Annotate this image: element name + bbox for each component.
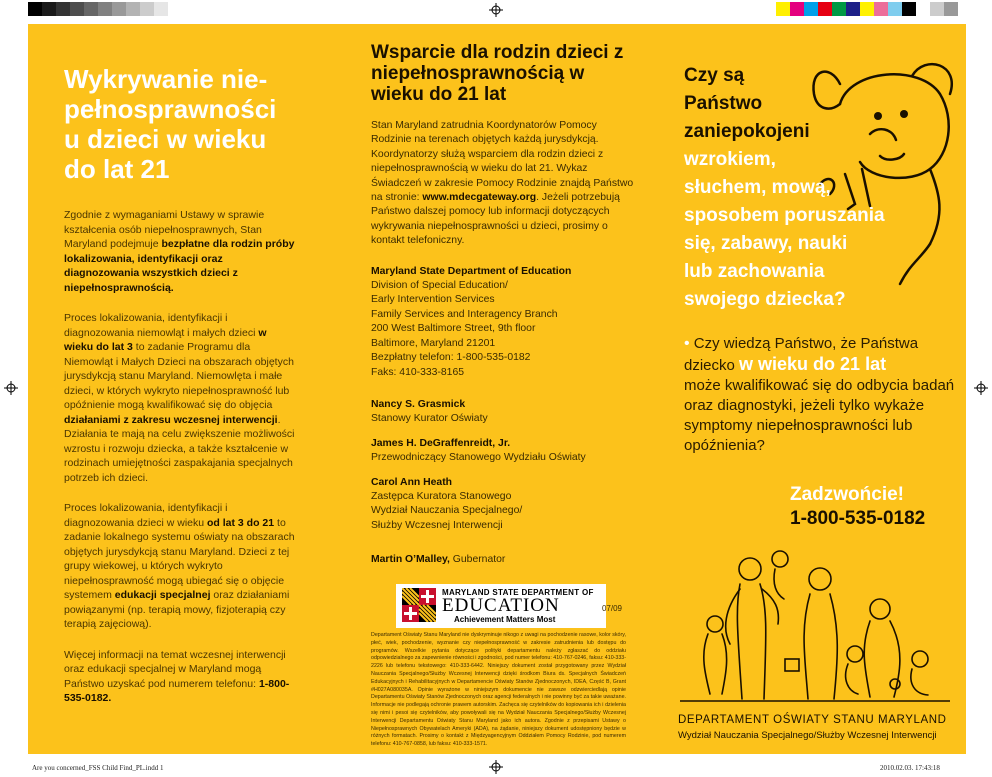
question-line: wzrokiem, bbox=[684, 149, 776, 170]
left-phone: 1-800-535-0182. bbox=[64, 677, 290, 704]
official-name: James H. DeGraffenreidt, Jr. bbox=[371, 437, 511, 449]
logo-top-text: MARYLAND STATE DEPARTMENT OF bbox=[442, 587, 594, 597]
question-line: lub zachowania bbox=[684, 261, 825, 282]
address-line: Early Intervention Services bbox=[371, 294, 495, 306]
left-panel bbox=[28, 24, 328, 754]
address-line: Bezpłatny telefon: 1-800-535-0182 bbox=[371, 352, 531, 364]
question-line: sposobem poruszania bbox=[684, 205, 885, 226]
department-name: Maryland State Department of Education bbox=[371, 265, 572, 277]
crosshair-icon bbox=[974, 381, 988, 395]
question-line: Państwo bbox=[684, 93, 763, 114]
right-panel bbox=[660, 24, 966, 754]
middle-intro: Stan Maryland zatrudnia Koordynatorów Pomocy Rodzinie na terenach objętych każdą jurysdykcją. Koordynatorzy służą wsparciem dla rodzin dzieci z niepełnosprawnością w wieku do lat 21. Wykaz Świadczeń w zakresie Pomocy Rodzinie znajdą Państwo na stronie: www.mdecgateway.org. Jeżeli potrzebują Państwo dalszej pomocy lub informacji dotyczących wykrywania niepełnosprawności u dzieci, prosimy o kontakt telefoniczny. bbox=[371, 120, 634, 247]
color-colorbar bbox=[776, 0, 958, 20]
governor bbox=[371, 549, 636, 567]
call-phone-number[interactable]: 1-800-535-0182 bbox=[790, 508, 926, 529]
address-line: 200 West Baltimore Street, 9th floor bbox=[371, 323, 536, 335]
left-paragraph-3: Proces lokalizowania, identyfikacji i diagnozowania dzieci w wieku od lat 3 do 21 to zadanie lokalnego systemu oświaty na obszarach objętych jurysdykcją stanu Maryland. Dzieci z tej grupy wiekowej, u których wykryto niepełnosprawność mogą ubiegać się o objęcie systemem edukacji specjalnej oraz działaniami powiązanymi (np. terapią mowy, fizjoterapią czy terapią zajęciową). bbox=[64, 502, 295, 630]
governor-name: Martin O’Malley, bbox=[371, 554, 450, 566]
middle-panel bbox=[346, 24, 646, 754]
official-role: Stanowy Kurator Oświaty bbox=[371, 413, 488, 425]
address-line: Family Services and Interagency Branch bbox=[371, 308, 558, 320]
official-name: Nancy S. Grasmick bbox=[371, 398, 466, 410]
gateway-link[interactable]: www.mdecgateway.org bbox=[422, 192, 537, 204]
address-line: Baltimore, Maryland 21201 bbox=[371, 337, 496, 349]
question-line: się, zabawy, nauki bbox=[684, 233, 848, 254]
official bbox=[371, 476, 636, 534]
left-paragraph-4: Więcej informacji na temat wczesnej interwencji oraz edukacji specjalnej w Maryland mogą Państwo uzyskać pod numerem telefonu: 1-800-535-0182. bbox=[64, 648, 290, 704]
crosshair-icon bbox=[489, 3, 503, 17]
crosshair-icon bbox=[489, 760, 503, 774]
family-illustration bbox=[680, 529, 950, 709]
publication-date: 07/09 bbox=[601, 604, 622, 613]
governor-role: Gubernator bbox=[449, 554, 506, 566]
official bbox=[371, 437, 636, 466]
question-line: Czy są bbox=[684, 65, 745, 86]
left-title: Wykrywanie nie-pełnosprawności u dzieci w wieku do lat 21 bbox=[64, 64, 277, 184]
address-block bbox=[371, 265, 636, 380]
timestamp-footer: 2010.02.03. 17:43:18 bbox=[880, 764, 940, 772]
logo-tagline: Achievement Matters Most bbox=[454, 614, 556, 624]
question-line: zaniepokojeni bbox=[684, 121, 810, 142]
question-block bbox=[684, 62, 956, 314]
left-paragraph-1: Zgodnie z wymaganiami Ustawy w sprawie kształcenia osób niepełnosprawnych, Stan Maryland podejmuje bezpłatne dla rodzin próby lokalizowania, identyfikacji oraz diagnozowania wszystkich dzieci z niepełnosprawnością. bbox=[64, 209, 295, 294]
bullet-icon: • bbox=[684, 335, 690, 352]
fine-print: Departament Oświaty Stanu Maryland nie dyskryminuje nikogo z uwagi na pochodzenie rasowe, kolor skóry, płeć, wiek, pochodzenie, wyznanie czy niepełnosprawność w zakresie zatrudnienia lub dostępu do programów. Wszelkie pytania dotyczące polityki departamentu należy zgłaszać do oddziału odpowiedzialnego za zapewnienie równości i zgodności, pod numer telefonu: 410-767-0246, faksu: 410-333-2226 lub telefonu tekstowego: 410-333-6442. Niniejszy dokument został przygotowany przez Wydział Nauczania Specjalnego/Służby Wczesnej Interwencji dzięki środkom Biura ds. Specjalnych Świadczeń Edukacyjnych i Rehabilitacyjnych w Departamencie Oświaty Stanów Zjednoczonych, IDEA, Część B, Grant #H027A080035A. Opinie wyrażone w niniejszym dokumencie nie zawsze odzwierciedlają opinie Departamentu Oświaty Stanów Zjednoczonych oraz agencji federalnych i nie powinny być za takie uważane. Informacje nie podlegają ochronie prawem autorskim. Zachęca się czytelników do kopiowania ich i dzielenia się nimi i pesoi się czytelników, aby powoływali się na Wydział Nauczania Specjalnego/Służby Wczesnej Interwencji Departamentu Oświaty Stanu Maryland jako ich autora. Zgodnie z przepisami Ustawy o Niepełnosprawnych Obywatelach Ameryki (ADA), na żądanie, niniejszy dokument udostępniony będzie w różnych formatach. Prosimy o kontakt z Międzyagencyjnym Oddziałem Pomocy Rodzinie, pod numerem telefonu: 410-767-0858, lub faksu: 410-333-1571. bbox=[371, 632, 627, 748]
left-paragraph-2: Proces lokalizowania, identyfikacji i diagnozowania niemowląt i małych dzieci w wieku do lat 3 to zadanie Programu dla Niemowląt i Małych Dzieci na obszarach objętych jurysdykcją stanu Maryland. Niemowlęta i małe dzieci, w których wykryto niepełnosprawność lub opóźnienie mogą kwalifikować się do objęcia działaniami z zakresu wczesnej interwencji. Działania te mają na celu zwiększenie możliwości wzrostu i rozwoju dziecka, a także kształcenie w rodzinach umiejętności zaspakajania specjalnych potrzeb ich dzieci. bbox=[64, 312, 295, 484]
msde-logo bbox=[396, 584, 606, 628]
official-role: Zastępca Kuratora Stanowego Wydział Nauczania Specjalnego/ Służby Wczesnej Interwencji bbox=[371, 490, 523, 531]
call-label: Zadzwońcie! bbox=[790, 484, 905, 505]
official bbox=[371, 398, 636, 427]
dept-line-1: DEPARTAMENT OŚWIATY STANU MARYLAND bbox=[678, 714, 947, 726]
official-name: Carol Ann Heath bbox=[371, 476, 453, 488]
file-info-footer: Are you concerned_FSS Child Find_PL.indd 1 bbox=[32, 764, 164, 772]
address-line: Faks: 410-333-8165 bbox=[371, 366, 464, 378]
grayscale-colorbar bbox=[28, 0, 182, 20]
logo-education-text: EDUCATION bbox=[442, 594, 560, 616]
question-line: swojego dziecka? bbox=[684, 289, 846, 310]
official-role: Przewodniczący Stanowego Wydziału Oświaty bbox=[371, 452, 586, 464]
crosshair-icon bbox=[4, 381, 18, 395]
dept-line-2: Wydział Nauczania Specjalnego/Służby Wczesnej Interwencji bbox=[678, 730, 937, 741]
question-line: słuchem, mową, bbox=[684, 177, 831, 198]
address-line: Division of Special Education/ bbox=[371, 280, 508, 292]
middle-title: Wsparcie dla rodzin dzieci z niepełnosprawnością w wieku do 21 lat bbox=[371, 42, 624, 105]
maryland-flag-icon bbox=[402, 588, 436, 622]
eligibility-question: • Czy wiedzą Państwo, że Państwa dziecko w wieku do 21 lat może kwalifikować się do odbycia badań oraz diagnostyki, jeżeli tylko wykaże symptomy niepełnosprawności lub opóźnienia? bbox=[684, 335, 955, 454]
officials-block bbox=[371, 398, 636, 568]
